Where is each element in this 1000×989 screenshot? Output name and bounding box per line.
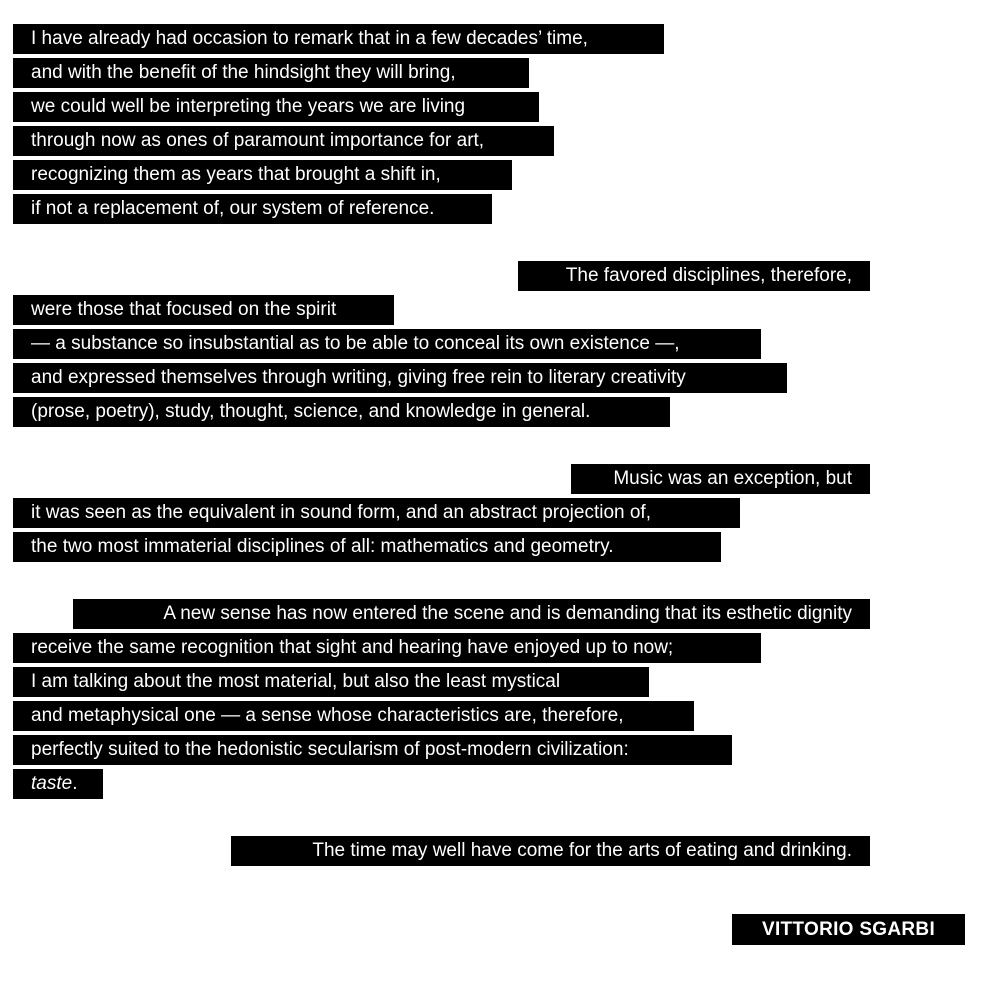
text-line: it was seen as the equivalent in sound form, and an abstract projection of, [13, 498, 740, 528]
text-line: receive the same recognition that sight and hearing have enjoyed up to now; [13, 633, 761, 663]
text-line: (prose, poetry), study, thought, science, and knowledge in general. [13, 397, 670, 427]
text-line: I am talking about the most material, but also the least mystical [13, 667, 649, 697]
text-line: were those that focused on the spirit [13, 295, 394, 325]
text-line: through now as ones of paramount importance for art, [13, 126, 554, 156]
text-line: we could well be interpreting the years we are living [13, 92, 539, 122]
italic-word: taste [31, 773, 73, 794]
author-name: VITTORIO SGARBI [732, 914, 965, 945]
text-line: A new sense has now entered the scene and is demanding that its esthetic dignity [73, 599, 870, 629]
text-line: — a substance so insubstantial as to be able to conceal its own existence —, [13, 329, 761, 359]
text-line [13, 769, 103, 799]
text-line: if not a replacement of, our system of reference. [13, 194, 492, 224]
text-line: recognizing them as years that brought a shift in, [13, 160, 512, 190]
text-line: The favored disciplines, therefore, [518, 261, 870, 291]
text-line: and with the benefit of the hindsight they will bring, [13, 58, 529, 88]
text-line: the two most immaterial disciplines of all: mathematics and geometry. [13, 532, 721, 562]
text-line: and expressed themselves through writing, giving free rein to literary creativity [13, 363, 787, 393]
text-line: perfectly suited to the hedonistic secularism of post-modern civilization: [13, 735, 732, 765]
text-line: The time may well have come for the arts of eating and drinking. [231, 836, 870, 866]
text-line: Music was an exception, but [571, 464, 870, 494]
text-line: I have already had occasion to remark that in a few decades’ time, [13, 24, 664, 54]
text-line: and metaphysical one — a sense whose characteristics are, therefore, [13, 701, 694, 731]
line-tail: . [72, 773, 78, 794]
